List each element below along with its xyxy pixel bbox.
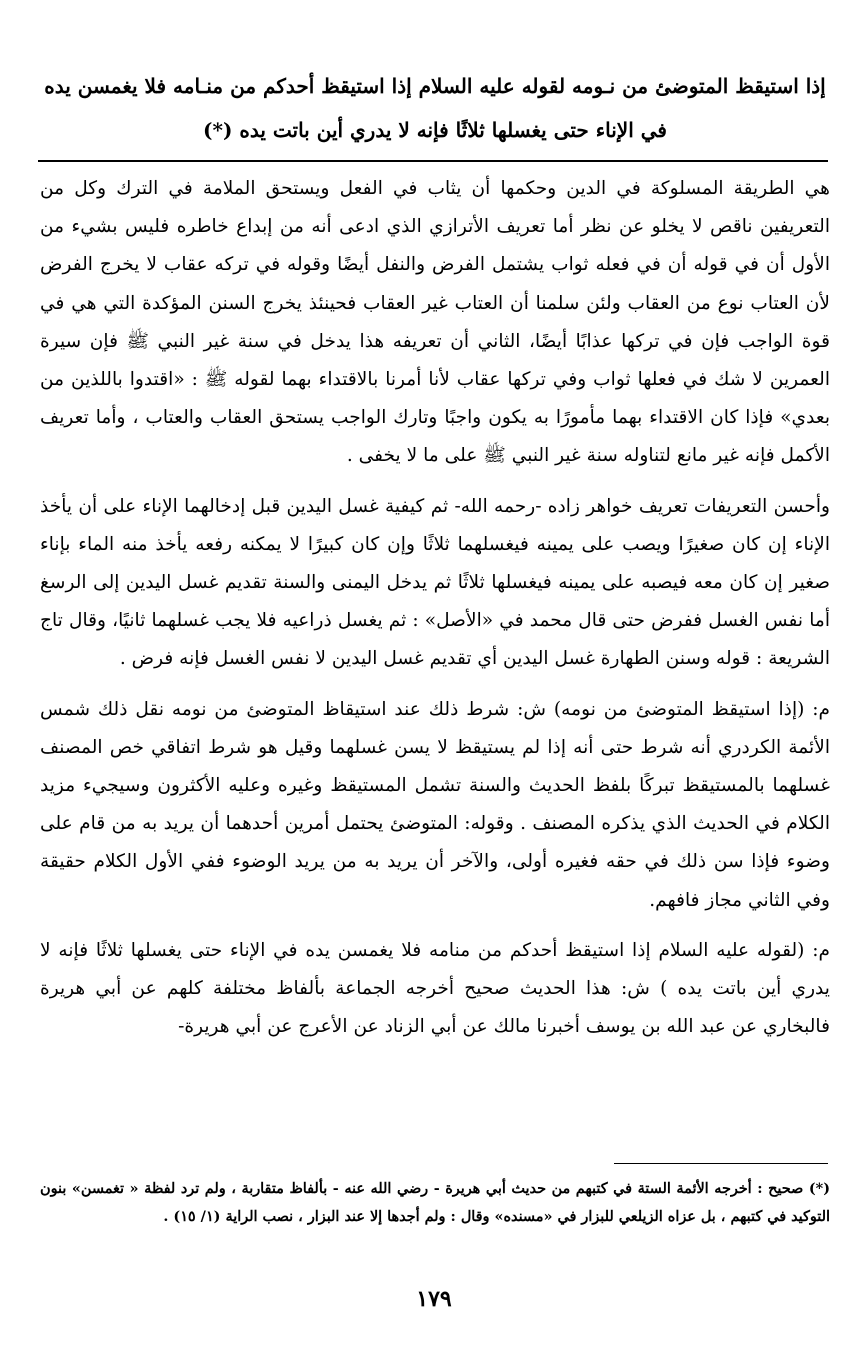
paragraph: هي الطريقة المسلوكة في الدين وحكمها أن يثاب في الفعل ويستحق الملامة في الترك وكل من التعريفين ناقص لا يخلو عن نظر أما تعريف الأترازي الذي ادعى أنه من إبداع خاطره فليس بشيء من الأول أن في قوله أن في فعله ثواب يشتمل الفرض والنفل أيضًا وقوله في تركه عقاب لا يخرج الفرض لأن العتاب نوع من العقاب ولئن سلمنا أن العتاب غير العقاب فحينئذ يخرج السنن المؤكدة التي هي في قوة الواجب فإن في تركها عذابًا أيضًا، الثاني أن تعريفه هذا يدخل في سنة غير النبي ﷺ فإن سيرة العمرين لا شك في فعلها ثواب وفي تركها عقاب لأنا أمرنا بالاقتداء بهما لقوله ﷺ : «اقتدوا باللذين من بعدي» فإذا كان الاقتداء بهما مأمورًا به يكون واجبًا وتارك الواجب يستحق العقاب والعتاب ، وأما تعريف الأكمل فإنه غير مانع لتناوله سنة غير النبي ﷺ على ما لا يخفى .	[40, 178, 830, 467]
footnote-rule	[614, 1163, 828, 1164]
commentary-body	[40, 170, 830, 1058]
paragraph: م: (إذا استيقظ المتوضئ من نومه) ش: شرط ذلك عند استيقاظ المتوضئ من نومه نقل ذلك شمس الأئمة الكردري أنه شرط حتى أنه إذا لم يستيقظ لا يسن غسلهما وقيل هو شرط اتفاقي خص المصنف غسلهما بالمستيقظ تبركًا بلفظ الحديث والسنة تشمل المستيقظ وغيره وعليه الأكثرون وسيجيء مزيد الكلام في الحديث الذي يذكره المصنف . وقوله: المتوضئ يحتمل أمرين أحدهما أن يريد به من قام على وضوء فإذا سن ذلك في حقه فغيره أولى، والآخر أن يريد به من يريد الوضوء ففي الأول الكلام حقيقة وفي الثاني مجاز فافهم.	[40, 698, 830, 911]
matn-heading: إذا استيقظ المتوضئ من نـومه لقوله عليه السلام إذا استيقظ أحدكم من منـامه فلا يغمسن يده في الإناء حتى يغسلها ثلاثًا فإنه لا يدري أين باتت يده (*)	[44, 74, 826, 142]
footnote-text: (*) صحيح : أخرجه الأئمة الستة في كتبهم من حديث أبي هريرة - رضي الله عنه - بألفاظ متقاربة ، ولم ترد لفظة « تغمسن» بنون التوكيد في كتبهم ، بل عزاه الزيلعي للبزار في «مسنده» وقال : ولم أجدها إلا عند البزار ، نصب الراية (١/ ١٥) .	[40, 1180, 830, 1225]
page-number: ١٧٩	[416, 1286, 452, 1312]
paragraph: وأحسن التعريفات تعريف خواهر زاده -رحمه الله- ثم كيفية غسل اليدين قبل إدخالهما الإناء على أن يأخذ الإناء إن كان صغيرًا ويصب على يمينه فيغسلهما ثلاثًا وإن كان كبيرًا لا يمكنه رفعه يأخذ منه الماء بإناء صغير إن كان معه فيصبه على يمينه فيغسلها ثلاثًا ثم يدخل اليمنى والسنة تقديم غسل اليدين إلى الرسغ أما نفس الغسل ففرض حتى قال محمد في «الأصل» : ثم يغسل ذراعيه فلا يجب غسلهما ثانيًا، وقال تاج الشريعة : قوله وسنن الطهارة غسل اليدين أي تقديم غسل اليدين لا نفس الغسل فإنه فرض .	[40, 495, 830, 670]
footnote	[40, 1175, 830, 1230]
paragraph: م: (لقوله عليه السلام إذا استيقظ أحدكم من منامه فلا يغمسن يده في الإناء حتى يغسلها ثلاثًا فإنه لا يدري أين باتت يده ) ش: هذا الحديث صحيح أخرجه الجماعة بألفاظ مختلفة كلهم عن أبي هريرة فالبخاري عن عبد الله بن يوسف أخبرنا مالك عن أبي الزناد عن الأعرج عن أبي هريرة-	[40, 939, 830, 1038]
top-rule	[38, 160, 828, 162]
